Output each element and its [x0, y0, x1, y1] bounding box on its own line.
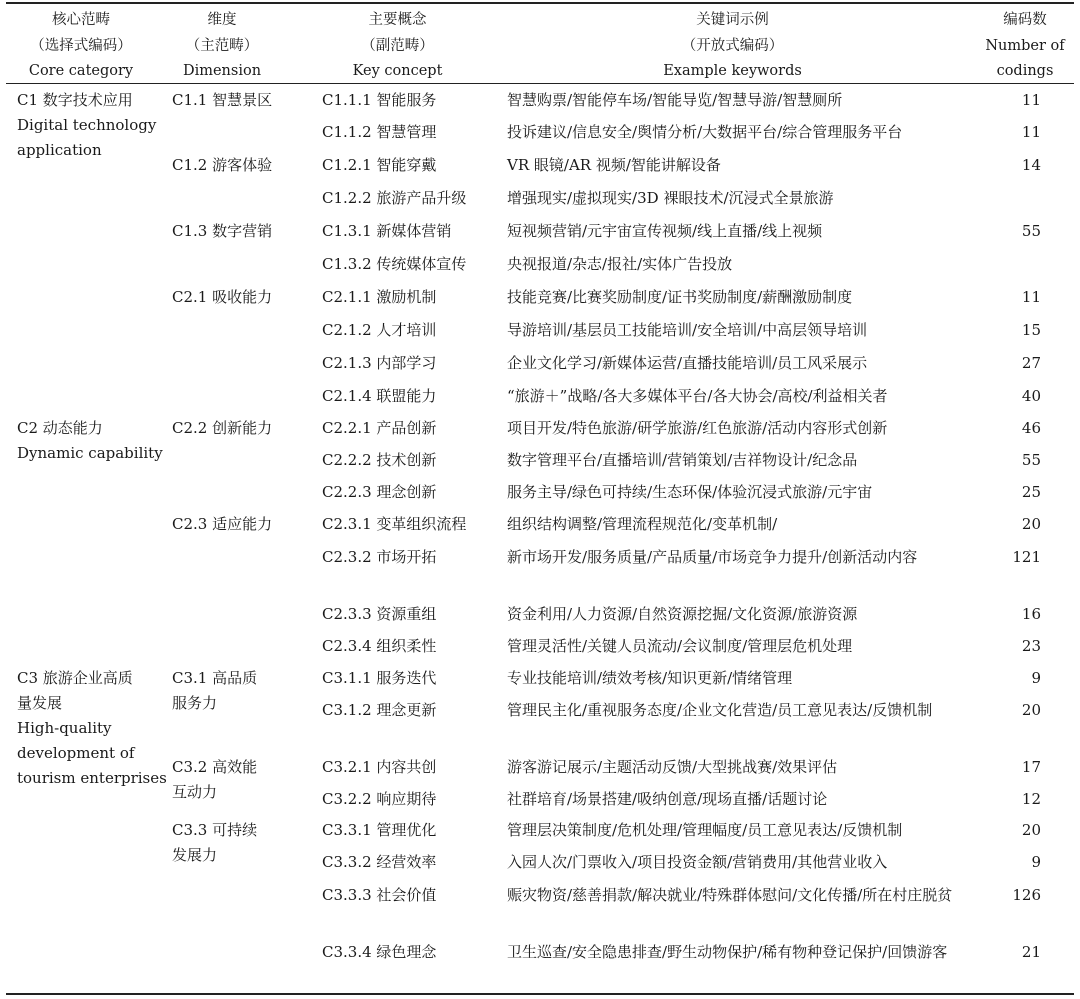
coding-count: 20 [1021, 821, 1041, 839]
coding-count: 46 [1021, 419, 1041, 437]
dimension-line: C2.2 创新能力 [172, 419, 273, 437]
table-bottom-rule [6, 993, 1074, 995]
header-line: （副范畴） [361, 37, 434, 54]
key-concept: C1.2.1 智能穿戴 [322, 156, 437, 174]
coding-count: 25 [1021, 483, 1041, 501]
dimension-line: C1.3 数字营销 [172, 222, 273, 240]
dimension-line: C2.1 吸收能力 [172, 288, 273, 306]
key-concept: C3.3.1 管理优化 [322, 821, 437, 839]
header-line: Key concept [352, 63, 443, 79]
key-concept: C2.1.1 激励机制 [322, 288, 437, 306]
coding-count: 20 [1021, 701, 1041, 719]
dimension-c2-3 [172, 512, 300, 537]
key-concept: C3.3.3 社会价值 [322, 886, 437, 904]
example-keywords: 组织结构调整/管理流程规范化/变革机制/ [507, 515, 778, 533]
coding-count: 121 [1012, 548, 1041, 566]
coding-count: 20 [1021, 515, 1041, 533]
example-keywords: 资金利用/人力资源/自然资源挖掘/文化资源/旅游资源 [507, 605, 858, 623]
coding-count: 16 [1021, 605, 1041, 623]
dimension-line: 服务力 [172, 694, 218, 712]
coding-count: 14 [1021, 156, 1041, 174]
coding-count: 9 [1031, 853, 1041, 871]
core-line: C3 旅游企业高质 [17, 669, 133, 687]
coding-count: 21 [1021, 943, 1041, 961]
header-number-of-codings [975, 8, 1075, 85]
coding-count: 126 [1012, 886, 1041, 904]
header-line: （选择式编码） [30, 37, 132, 54]
header-line: Core category [28, 63, 134, 79]
key-concept: C1.2.2 旅游产品升级 [322, 189, 467, 207]
example-keywords: 入园人次/门票收入/项目投资金额/营销费用/其他营业收入 [507, 853, 888, 871]
core-line: C1 数字技术应用 [17, 91, 133, 109]
example-keywords: 游客游记展示/主题活动反馈/大型挑战赛/效果评估 [507, 758, 838, 776]
example-keywords: 专业技能培训/绩效考核/知识更新/情绪管理 [507, 669, 793, 687]
header-line: （主范畴） [185, 37, 259, 54]
core-line: High-quality [17, 719, 112, 737]
example-keywords: 数字管理平台/直播培训/营销策划/吉祥物设计/纪念品 [507, 451, 858, 469]
header-line: Number of [985, 37, 1065, 54]
dimension-line: 发展力 [172, 846, 218, 864]
header-line: codings [996, 63, 1054, 79]
coding-count: 55 [1021, 222, 1041, 240]
coding-count: 17 [1021, 758, 1041, 776]
header-line: （开放式编码） [681, 37, 784, 54]
core-line: C2 动态能力 [17, 419, 103, 437]
key-concept: C2.1.4 联盟能力 [322, 387, 437, 405]
dimension-line: C2.3 适应能力 [172, 515, 273, 533]
dimension-c3-2 [172, 755, 300, 805]
key-concept: C2.3.4 组织柔性 [322, 637, 437, 655]
example-keywords: “旅游＋”战略/各大多媒体平台/各大协会/高校/利益相关者 [507, 387, 888, 405]
dimension-line: C1.2 游客体验 [172, 156, 273, 174]
coding-count: 40 [1021, 387, 1041, 405]
header-line: Dimension [182, 63, 262, 79]
example-keywords: 技能竞赛/比赛奖励制度/证书奖励制度/薪酬激励制度 [507, 288, 853, 306]
dimension-line: C3.1 高品质 [172, 669, 258, 687]
key-concept: C3.3.2 经营效率 [322, 853, 437, 871]
example-keywords: 投诉建议/信息安全/舆情分析/大数据平台/综合管理服务平台 [507, 123, 903, 141]
example-keywords: 管理灵活性/关键人员流动/会议制度/管理层危机处理 [507, 637, 853, 655]
coding-count: 23 [1021, 637, 1041, 655]
key-concept: C3.1.1 服务迭代 [322, 669, 437, 687]
core-line: Digital technology [17, 116, 157, 134]
example-keywords: 导游培训/基层员工技能培训/安全培训/中高层领导培训 [507, 321, 868, 339]
dimension-line: C3.2 高效能 [172, 758, 258, 776]
core-line: Dynamic capability [17, 444, 163, 462]
dimension-c1-1 [172, 88, 300, 113]
example-keywords: 社群培育/场景搭建/吸纳创意/现场直播/话题讨论 [507, 790, 828, 808]
header-core-category [10, 8, 152, 85]
coding-count: 11 [1021, 91, 1041, 109]
key-concept: C1.1.2 智慧管理 [322, 123, 437, 141]
key-concept: C2.3.1 变革组织流程 [322, 515, 467, 533]
dimension-c3-3 [172, 818, 300, 868]
dimension-line: 互动力 [172, 783, 218, 801]
header-line: Example keywords [663, 63, 802, 79]
core-category-c3 [17, 666, 167, 791]
key-concept: C2.2.2 技术创新 [322, 451, 437, 469]
key-concept: C3.1.2 理念更新 [322, 701, 437, 719]
header-line: 关键词示例 [696, 12, 769, 28]
key-concept: C3.2.1 内容共创 [322, 758, 437, 776]
example-keywords: 管理层决策制度/危机处理/管理幅度/员工意见表达/反馈机制 [507, 821, 903, 839]
key-concept: C2.3.2 市场开拓 [322, 548, 437, 566]
table-top-rule [6, 2, 1074, 4]
key-concept: C2.1.3 内部学习 [322, 354, 437, 372]
key-concept: C3.3.4 绿色理念 [322, 943, 437, 961]
coding-count: 11 [1021, 123, 1041, 141]
core-line: 量发展 [17, 694, 63, 712]
header-line: 主要概念 [368, 12, 427, 28]
header-line: 维度 [207, 12, 237, 28]
coding-count: 15 [1021, 321, 1041, 339]
key-concept: C1.1.1 智能服务 [322, 91, 437, 109]
dimension-c1-3 [172, 219, 300, 244]
key-concept: C2.1.2 人才培训 [322, 321, 437, 339]
example-keywords: 项目开发/特色旅游/研学旅游/红色旅游/活动内容形式创新 [507, 419, 888, 437]
dimension-c2-1 [172, 285, 300, 310]
dimension-c3-1 [172, 666, 300, 716]
core-line: development of [17, 744, 135, 762]
coding-count: 11 [1021, 288, 1041, 306]
dimension-c2-2 [172, 416, 300, 441]
example-keywords: 企业文化学习/新媒体运营/直播技能培训/员工风采展示 [507, 354, 868, 372]
coding-count: 9 [1031, 669, 1041, 687]
example-keywords: 增强现实/虚拟现实/3D 裸眼技术/沉浸式全景旅游 [507, 189, 834, 207]
example-keywords: 服务主导/绿色可持续/生态环保/体验沉浸式旅游/元宇宙 [507, 483, 873, 501]
header-example-keywords [500, 8, 965, 85]
dimension-line: C3.3 可持续 [172, 821, 258, 839]
coding-count: 55 [1021, 451, 1041, 469]
coding-count: 12 [1021, 790, 1041, 808]
header-key-concept [310, 8, 485, 85]
key-concept: C1.3.2 传统媒体宣传 [322, 255, 467, 273]
key-concept: C2.3.3 资源重组 [322, 605, 437, 623]
header-line: 核心范畴 [52, 12, 110, 28]
example-keywords: 新市场开发/服务质量/产品质量/市场竞争力提升/创新活动内容 [507, 548, 918, 566]
core-line: application [17, 141, 102, 159]
core-line: tourism enterprises [17, 769, 167, 787]
example-keywords: 管理民主化/重视服务态度/企业文化营造/员工意见表达/反馈机制 [507, 701, 933, 719]
example-keywords: 短视频营销/元宇宙宣传视频/线上直播/线上视频 [507, 222, 823, 240]
header-line: 编码数 [1003, 12, 1047, 28]
example-keywords: 卫生巡查/安全隐患排查/野生动物保护/稀有物种登记保护/回馈游客 [507, 943, 948, 961]
key-concept: C2.2.3 理念创新 [322, 483, 437, 501]
header-dimension [162, 8, 282, 85]
core-category-c2 [17, 416, 167, 466]
core-category-c1 [17, 88, 167, 163]
dimension-c1-2 [172, 153, 300, 178]
key-concept: C3.2.2 响应期待 [322, 790, 437, 808]
key-concept: C2.2.1 产品创新 [322, 419, 437, 437]
example-keywords: VR 眼镜/AR 视频/智能讲解设备 [507, 156, 721, 174]
coding-count: 27 [1021, 354, 1041, 372]
dimension-line: C1.1 智慧景区 [172, 91, 273, 109]
example-keywords: 赈灾物资/慈善捐款/解决就业/特殊群体慰问/文化传播/所在村庄脱贫 [507, 886, 953, 904]
example-keywords: 央视报道/杂志/报社/实体广告投放 [507, 255, 733, 273]
key-concept: C1.3.1 新媒体营销 [322, 222, 452, 240]
example-keywords: 智慧购票/智能停车场/智能导览/智慧导游/智慧厕所 [507, 91, 843, 109]
